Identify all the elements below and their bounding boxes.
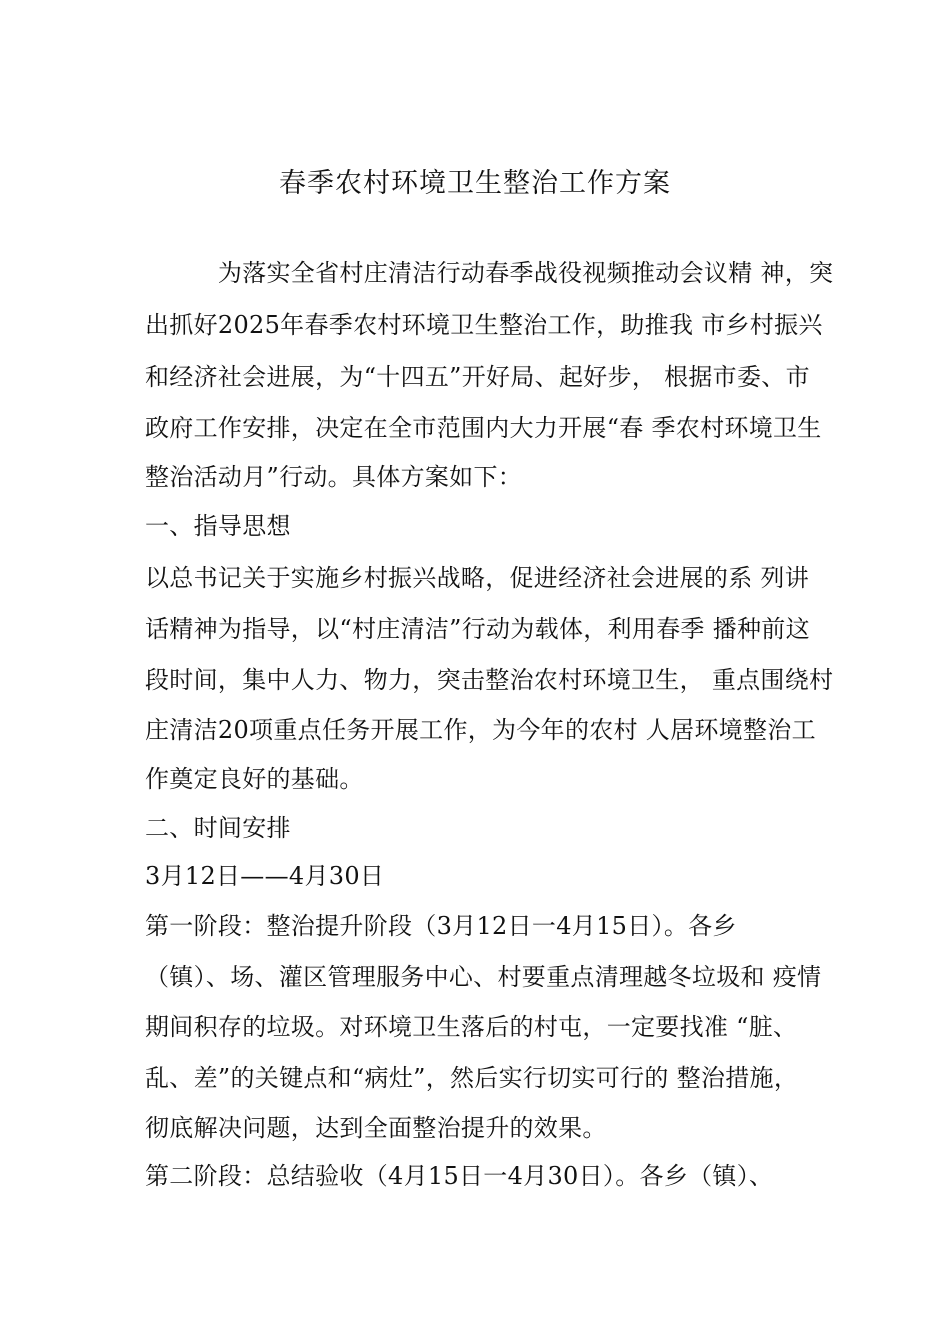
- date-range: 3月12日——4月30日: [145, 862, 385, 890]
- paragraph-line: 第一阶段：整治提升阶段（3月12日一4月15日）。各乡: [145, 912, 737, 940]
- paragraph-line: 政府工作安排，决定在全市范围内大力开展“春 季农村环境卫生: [145, 414, 822, 442]
- paragraph-line: 彻底解决问题，达到全面整治提升的效果。: [145, 1114, 607, 1142]
- paragraph-line: 段时间，集中人力、物力，突击整治农村环境卫生， 重点围绕村: [145, 666, 834, 694]
- section-heading-guiding-ideology: 一、指导思想: [145, 512, 291, 540]
- paragraph-line: 为落实全省村庄清洁行动春季战役视频推动会议精 神，突: [145, 259, 834, 287]
- paragraph-line: 期间积存的垃圾。对环境卫生落后的村屯，一定要找准 “脏、: [145, 1013, 798, 1041]
- paragraph-line: 以总书记关于实施乡村振兴战略，促进经济社会进展的系 列讲: [145, 564, 810, 592]
- section-heading-schedule: 二、时间安排: [145, 814, 291, 842]
- paragraph-line: 话精神为指导，以“村庄清洁”行动为载体，利用春季 播种前这: [145, 615, 810, 643]
- document-title: 春季农村环境卫生整治工作方案: [279, 168, 671, 199]
- paragraph-line: 作奠定良好的基础。: [145, 765, 364, 793]
- paragraph-line: 第二阶段：总结验收（4月15日一4月30日）。各乡（镇）、: [145, 1162, 774, 1190]
- paragraph-line: 庄清洁20项重点任务开展工作，为今年的农村 人居环境整治工: [145, 716, 816, 744]
- paragraph-line: （镇）、场、灌区管理服务中心、村要重点清理越冬垃圾和 疫情: [145, 963, 822, 991]
- paragraph-line: 乱、差”的关键点和“病灶”，然后实行切实可行的 整治措施，: [145, 1064, 799, 1092]
- paragraph-line: 整治活动月”行动。具体方案如下：: [145, 463, 523, 491]
- paragraph-line: 和经济社会进展，为“十四五”开好局、起好步， 根据市委、市: [145, 363, 810, 391]
- paragraph-line: 出抓好2025年春季农村环境卫生整治工作，助推我 市乡村振兴: [145, 311, 823, 339]
